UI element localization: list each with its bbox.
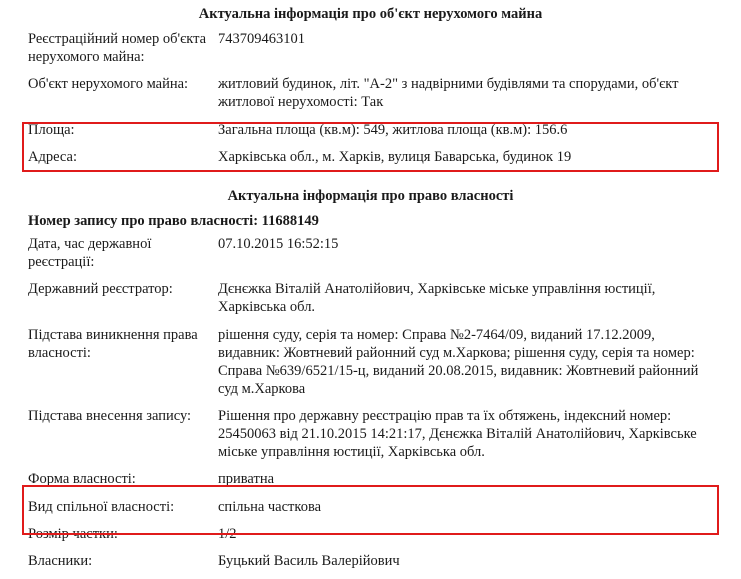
field-label: Підстава виникнення права власності:: [28, 326, 198, 361]
table-row: [28, 121, 703, 148]
field-value: Рішення про державну реєстрацію прав та їх обтяжень, індексний номер: 25450063 від 21.10.2015 14:21:17, Дєнєжка Віталій Анатолійович, Харківське міське управління юстиції, Харківська обл.: [218, 408, 697, 461]
table-row: [28, 498, 703, 525]
table-row: [28, 326, 703, 408]
table-row: [28, 235, 703, 280]
table-row: [28, 148, 703, 175]
table-row: [28, 552, 703, 579]
table-row: [28, 280, 703, 325]
field-value: Дєнєжка Віталій Анатолійович, Харківське міське управління юстиції, Харківська обл.: [218, 281, 656, 316]
field-label: Дата, час державної реєстрації:: [28, 236, 152, 271]
field-value: житловий будинок, літ. "А-2" з надвірними будівлями та спорудами, об'єкт житлової нерухомості: Так: [218, 76, 679, 111]
field-value: рішення суду, серія та номер: Справа №2-7464/09, виданий 17.12.2009, видавник: Жовтневий районний суд м.Харкова; рішення суду, серія та номер: Справа №639/6521/15-ц, виданий 20.08.2015, видавник: Жовтневий районний суд м.Харкова: [218, 326, 699, 397]
table-row: [28, 75, 703, 120]
field-value: спільна часткова: [218, 498, 322, 515]
table-row: [28, 407, 703, 470]
ownership-info-table: [28, 235, 703, 579]
field-label: Власники:: [28, 552, 93, 569]
field-value: Загальна площа (кв.м): 549, житлова площа (кв.м): 156.6: [218, 121, 568, 138]
property-info-table: [28, 30, 703, 175]
field-label: Підстава внесення запису:: [28, 408, 192, 424]
ownership-info-block: [28, 235, 703, 579]
property-info-block: [28, 30, 703, 175]
field-label: Об'єкт нерухомого майна:: [28, 76, 189, 93]
record-number: [28, 212, 319, 230]
field-value: Буцький Василь Валерійович: [218, 552, 400, 569]
field-label: Реєстраційний номер об'єкта нерухомого майна:: [28, 31, 207, 66]
field-value: 07.10.2015 16:52:15: [218, 236, 339, 252]
section-title-ownership: Актуальна інформація про право власності: [227, 188, 514, 204]
table-row: [28, 470, 703, 497]
field-label: Державний реєстратор:: [28, 281, 173, 298]
field-label: Вид спільної власності:: [28, 498, 175, 515]
record-number-value: 11688149: [261, 213, 319, 229]
field-label: Адреса:: [28, 148, 77, 165]
field-value: Харківська обл., м. Харків, вулиця Баварська, будинок 19: [218, 148, 572, 165]
section-title-property: Актуальна інформація про об'єкт нерухомого майна: [198, 6, 543, 22]
field-value: 1/2: [218, 525, 237, 542]
field-value: 743709463101: [218, 31, 305, 47]
table-row: [28, 30, 703, 75]
record-number-label: Номер запису про право власності:: [28, 213, 259, 229]
field-label: Розмір частки:: [28, 525, 118, 542]
field-label: Площа:: [28, 121, 75, 138]
field-value: приватна: [218, 471, 275, 488]
field-label: Форма власності:: [28, 471, 136, 488]
table-row: [28, 525, 703, 552]
